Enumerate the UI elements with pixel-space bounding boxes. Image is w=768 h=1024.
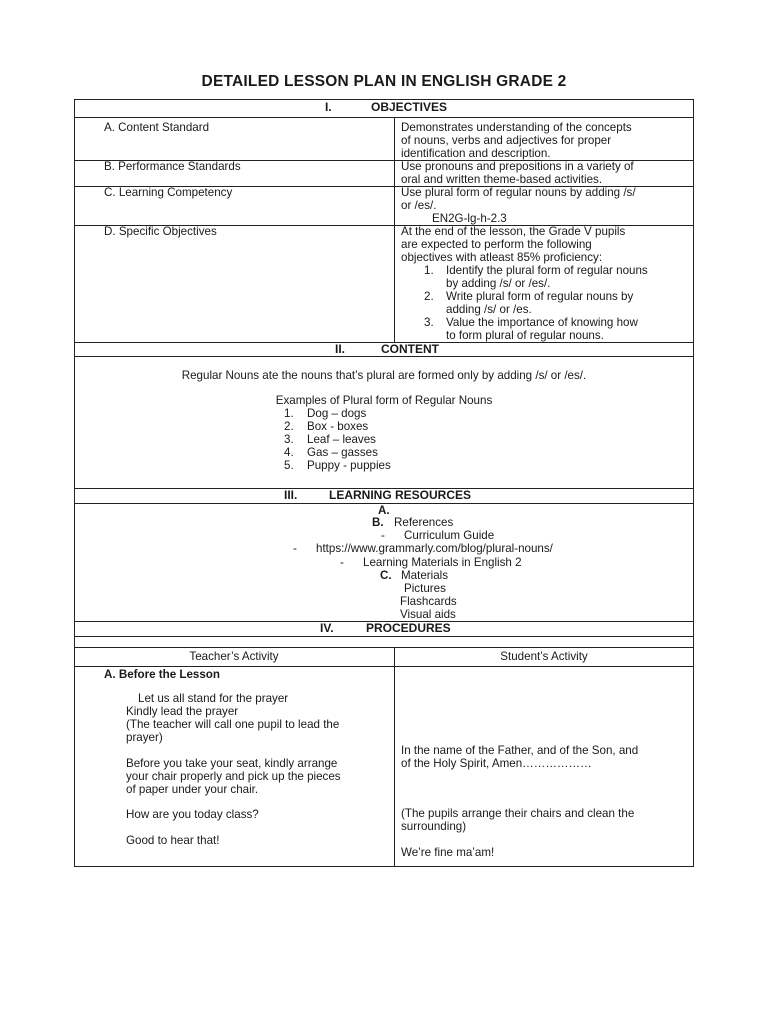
- teacher-line: Kindly lead the prayer: [126, 705, 239, 718]
- resource-letter-c: C.: [380, 569, 392, 582]
- list-number: 3.: [424, 316, 434, 329]
- list-number: 2.: [424, 290, 434, 303]
- list-number: 2.: [284, 420, 294, 433]
- content-definition: Regular Nouns ate the nouns that’s plural are formed only by adding /s/ or /es/.: [181, 369, 587, 382]
- list-item: by adding /s/ or /es/.: [446, 277, 551, 290]
- column-divider: [394, 647, 395, 867]
- row-divider: [74, 666, 694, 667]
- objective-text: objectives with atleast 85% proficiency:: [401, 251, 603, 264]
- teacher-line: Before you take your seat, kindly arrange: [126, 757, 338, 770]
- dash: -: [340, 556, 344, 569]
- teacher-activity-header: Teacher’s Activity: [189, 650, 279, 663]
- teacher-line: your chair properly and pick up the pieces: [126, 770, 341, 783]
- list-number: 3.: [284, 433, 294, 446]
- material-item: Pictures: [404, 582, 446, 595]
- teacher-line: (The teacher will call one pupil to lead the: [126, 718, 340, 731]
- column-divider: [394, 117, 395, 342]
- student-line: (The pupils arrange their chairs and clean the: [401, 807, 635, 820]
- objective-text: At the end of the lesson, the Grade V pupils: [401, 225, 626, 238]
- teacher-line: Good to hear that!: [126, 834, 220, 847]
- student-line: of the Holy Spirit, Amen………………: [401, 757, 592, 770]
- material-item: Visual aids: [400, 608, 456, 621]
- list-number: 4.: [284, 446, 294, 459]
- student-line: In the name of the Father, and of the Son, and: [401, 744, 639, 757]
- material-item: Flashcards: [400, 595, 457, 608]
- objective-text: Demonstrates understanding of the concepts: [401, 121, 632, 134]
- page-title: DETAILED LESSON PLAN IN ENGLISH GRADE 2: [201, 73, 567, 90]
- objective-label-c: C. Learning Competency: [104, 186, 233, 199]
- list-item: to form plural of regular nouns.: [446, 329, 604, 342]
- list-number: 1.: [284, 407, 294, 420]
- objective-label-d: D. Specific Objectives: [104, 225, 217, 238]
- reference-item: Curriculum Guide: [404, 529, 495, 542]
- section-heading-procedures: PROCEDURES: [366, 621, 451, 635]
- student-line: We’re fine ma’am!: [401, 846, 495, 859]
- example-item: Dog – dogs: [307, 407, 367, 420]
- list-item: Write plural form of regular nouns by: [446, 290, 634, 303]
- section-numeral: I.: [325, 100, 332, 114]
- resource-letter-b: B.: [372, 516, 384, 529]
- example-item: Gas – gasses: [307, 446, 378, 459]
- student-line: surrounding): [401, 820, 467, 833]
- student-activity-header: Student’s Activity: [500, 650, 588, 663]
- reference-link[interactable]: https://www.grammarly.com/blog/plural-nouns/: [316, 542, 553, 555]
- example-item: Box - boxes: [307, 420, 369, 433]
- section-numeral: IV.: [320, 621, 334, 635]
- example-item: Puppy - puppies: [307, 459, 391, 472]
- objective-text: or /es/.: [401, 199, 437, 212]
- before-the-lesson-heading: A. Before the Lesson: [104, 668, 220, 681]
- reference-item: Learning Materials in English 2: [363, 556, 522, 569]
- section-numeral: III.: [284, 488, 298, 502]
- section-heading-resources: LEARNING RESOURCES: [329, 488, 472, 502]
- teacher-line: of paper under your chair.: [126, 783, 259, 796]
- row-divider: [74, 647, 694, 648]
- list-number: 5.: [284, 459, 294, 472]
- example-item: Leaf – leaves: [307, 433, 376, 446]
- dash: -: [293, 542, 297, 555]
- materials-label: Materials: [401, 569, 449, 582]
- list-number: 1.: [424, 264, 434, 277]
- list-item: Identify the plural form of regular nouns: [446, 264, 648, 277]
- row-divider: [74, 356, 694, 357]
- competency-code: EN2G-lg-h-2.3: [432, 212, 507, 225]
- teacher-line: How are you today class?: [126, 808, 259, 821]
- objective-label-a: A. Content Standard: [104, 121, 210, 134]
- objective-text: are expected to perform the following: [401, 238, 592, 251]
- section-heading-content: CONTENT: [381, 342, 439, 356]
- objective-text: of nouns, verbs and adjectives for proper: [401, 134, 612, 147]
- teacher-line: prayer): [126, 731, 163, 744]
- references-label: References: [394, 516, 454, 529]
- list-item: adding /s/ or /es.: [446, 303, 532, 316]
- objective-text: identification and description.: [401, 147, 551, 160]
- list-item: Value the importance of knowing how: [446, 316, 638, 329]
- dash: -: [381, 529, 385, 542]
- section-numeral: II.: [335, 342, 346, 356]
- row-divider: [74, 117, 694, 118]
- section-heading-objectives: OBJECTIVES: [371, 100, 448, 114]
- row-divider: [74, 636, 694, 637]
- objective-text: oral and written theme-based activities.: [401, 173, 603, 186]
- objective-label-b: B. Performance Standards: [104, 160, 241, 173]
- examples-title: Examples of Plural form of Regular Nouns: [275, 394, 493, 407]
- resource-letter-a: A.: [378, 504, 390, 517]
- teacher-line: Let us all stand for the prayer: [138, 692, 289, 705]
- objective-text: Use plural form of regular nouns by adding /s/: [401, 186, 636, 199]
- objective-text: Use pronouns and prepositions in a variety of: [401, 160, 634, 173]
